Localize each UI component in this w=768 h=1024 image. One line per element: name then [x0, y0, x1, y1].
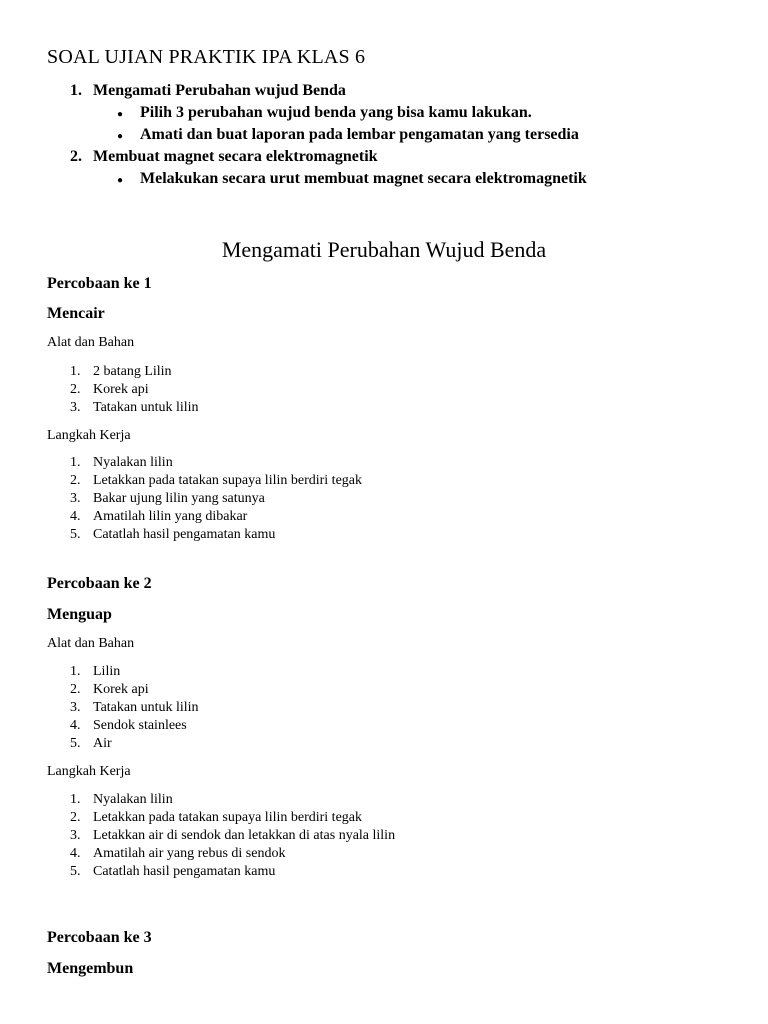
task-2-number: 2.	[70, 148, 82, 165]
list-number: 3.	[70, 491, 81, 506]
list-item: Sendok stainlees	[93, 718, 187, 733]
experiment-2-name: Menguap	[47, 606, 112, 623]
list-item: Korek api	[93, 682, 149, 697]
experiment-2-steps-label: Langkah Kerja	[47, 764, 131, 779]
list-item: Tatakan untuk lilin	[93, 700, 199, 715]
task-1-number: 1.	[70, 82, 82, 99]
list-number: 1.	[70, 664, 81, 679]
list-number: 5.	[70, 864, 81, 879]
list-number: 1.	[70, 364, 81, 379]
list-item: Bakar ujung lilin yang satunya	[93, 491, 265, 506]
list-number: 4.	[70, 846, 81, 861]
experiment-3-heading: Percobaan ke 3	[47, 929, 152, 946]
experiment-2-materials-label: Alat dan Bahan	[47, 636, 135, 651]
list-item: Letakkan pada tatakan supaya lilin berdiri tegak	[93, 473, 363, 488]
list-number: 5.	[70, 736, 81, 751]
list-number: 3.	[70, 700, 81, 715]
list-item: Catatlah hasil pengamatan kamu	[93, 864, 276, 879]
list-number: 2.	[70, 810, 81, 825]
experiment-1-steps-label: Langkah Kerja	[47, 428, 131, 443]
list-number: 1.	[70, 792, 81, 807]
experiment-1-name: Mencair	[47, 305, 105, 322]
task-2-label: Membuat magnet secara elektromagnetik	[93, 148, 378, 165]
list-number: 1.	[70, 455, 81, 470]
task-1-bullet-2: Amati dan buat laporan pada lembar pengamatan yang tersedia	[140, 126, 579, 143]
task-1-bullet-1: Pilih 3 perubahan wujud benda yang bisa kamu lakukan.	[140, 104, 532, 121]
list-item: Tatakan untuk lilin	[93, 400, 199, 415]
list-number: 4.	[70, 718, 81, 733]
list-number: 4.	[70, 509, 81, 524]
list-item: Lilin	[93, 664, 121, 679]
list-item: Letakkan air di sendok dan letakkan di atas nyala lilin	[93, 828, 396, 843]
experiment-1-heading: Percobaan ke 1	[47, 275, 152, 292]
experiment-2-heading: Percobaan ke 2	[47, 575, 152, 592]
document-title: SOAL UJIAN PRAKTIK IPA KLAS 6	[47, 46, 366, 68]
list-number: 3.	[70, 400, 81, 415]
bullet-icon: ●	[117, 175, 124, 186]
list-item: Amatilah air yang rebus di sendok	[93, 846, 286, 861]
list-item: Korek api	[93, 382, 149, 397]
list-item: Catatlah hasil pengamatan kamu	[93, 527, 276, 542]
list-item: Air	[93, 736, 112, 751]
list-item: 2 batang Lilin	[93, 364, 172, 379]
list-item: Amatilah lilin yang dibakar	[93, 509, 248, 524]
bullet-icon: ●	[117, 109, 124, 120]
list-item: Letakkan pada tatakan supaya lilin berdiri tegak	[93, 810, 363, 825]
experiment-1-materials-label: Alat dan Bahan	[47, 335, 135, 350]
list-item: Nyalakan lilin	[93, 455, 173, 470]
task-1-label: Mengamati Perubahan wujud Benda	[93, 82, 346, 99]
list-number: 5.	[70, 527, 81, 542]
list-number: 2.	[70, 382, 81, 397]
experiment-3-name: Mengembun	[47, 960, 134, 977]
list-item: Nyalakan lilin	[93, 792, 173, 807]
section-title: Mengamati Perubahan Wujud Benda	[221, 237, 547, 262]
list-number: 2.	[70, 473, 81, 488]
list-number: 3.	[70, 828, 81, 843]
task-2-bullet-1: Melakukan secara urut membuat magnet secara elektromagnetik	[140, 170, 587, 187]
list-number: 2.	[70, 682, 81, 697]
bullet-icon: ●	[117, 131, 124, 142]
